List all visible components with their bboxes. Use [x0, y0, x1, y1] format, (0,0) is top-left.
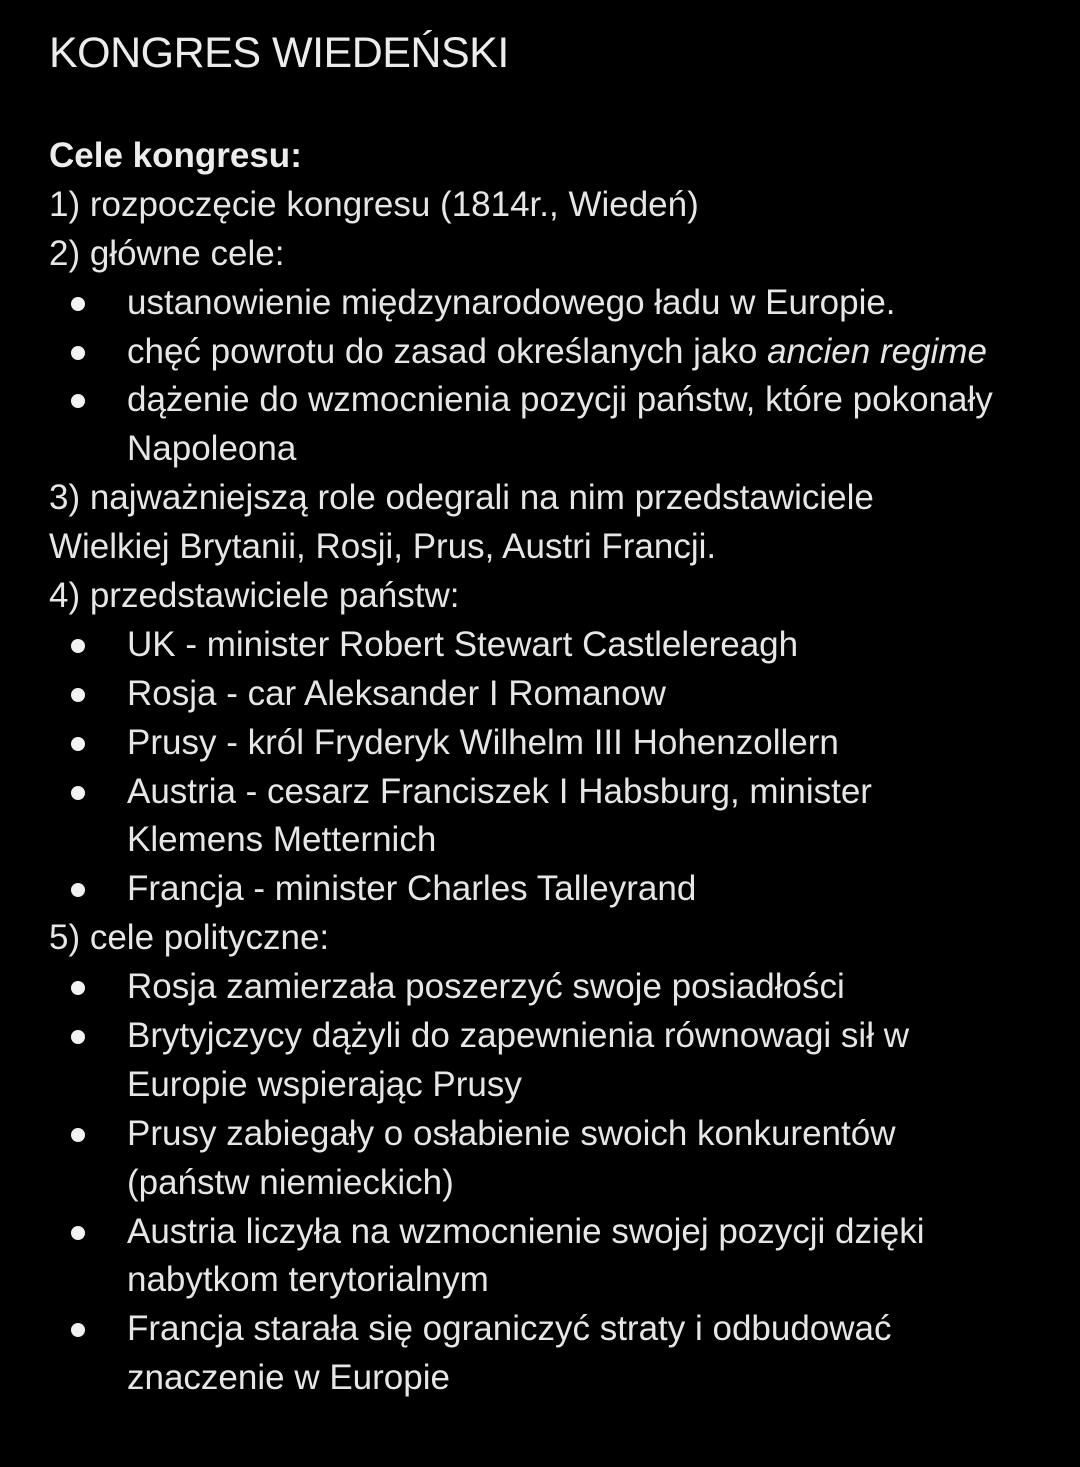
list-item-text-line-1: Austria - cesarz Franciszek I Habsburg, minister	[127, 771, 872, 811]
list-item-text-italic: ancien regime	[767, 331, 987, 371]
list-item	[49, 963, 1030, 1012]
list-item-text-line-2: Europie wspierając Prusy	[127, 1064, 522, 1104]
list-item	[49, 1208, 1030, 1306]
list-item-text-line-2: (państw niemieckich)	[127, 1162, 454, 1202]
bullet-icon	[49, 279, 127, 328]
page-title: KONGRES WIEDEŃSKI	[49, 29, 509, 77]
bullet-icon	[49, 1110, 127, 1159]
list-item	[49, 719, 1030, 768]
list-item	[49, 1305, 1030, 1403]
bullet-icon	[49, 963, 127, 1012]
list-item-text: Francja - minister Charles Talleyrand	[127, 869, 697, 909]
list-item-text-line-1: dążenie do wzmocnienia pozycji państw, które pokonały	[127, 380, 993, 420]
list-item-text: Rosja - car Aleksander I Romanow	[127, 673, 666, 713]
spacer	[49, 82, 1030, 132]
bullet-icon	[49, 328, 127, 377]
list-item-text-line-1: Austria liczyła na wzmocnienie swojej pozycji dzięki	[127, 1211, 925, 1251]
item-4: 4) przedstawiciele państw:	[49, 576, 460, 616]
list-item-text: ustanowienie międzynarodowego ładu w Europie.	[127, 282, 896, 322]
item-5: 5) cele polityczne:	[49, 918, 330, 958]
list-item-text-line-1: Brytyjczycy dążyli do zapewnienia równowagi sił w	[127, 1016, 909, 1056]
list-item-text: Prusy - król Fryderyk Wilhelm III Hohenzollern	[127, 722, 839, 762]
bullet-icon	[49, 670, 127, 719]
list-item	[49, 328, 1030, 377]
bullet-icon	[49, 865, 127, 914]
list-item-text-line-1: Francja starała się ograniczyć straty i odbudować	[127, 1309, 892, 1349]
list-item	[49, 768, 1030, 866]
list-item	[49, 1012, 1030, 1110]
list-item-text: UK - minister Robert Stewart Castlelereagh	[127, 624, 799, 664]
list-item-text-prefix: chęć powrotu do zasad określanych jako	[127, 331, 768, 371]
section-heading: Cele kongresu:	[49, 136, 302, 175]
item-1: 1) rozpoczęcie kongresu (1814r., Wiedeń)	[49, 184, 699, 224]
list-item	[49, 621, 1030, 670]
list-item-text-line-2: nabytkom terytorialnym	[127, 1260, 489, 1300]
list-item	[49, 670, 1030, 719]
list-item-text: Rosja zamierzała poszerzyć swoje posiadłości	[127, 967, 845, 1007]
bullet-icon	[49, 1305, 127, 1354]
bullet-icon	[49, 621, 127, 670]
list-item	[49, 1110, 1030, 1208]
bullet-icon	[49, 719, 127, 768]
item-3-line-1: 3) najważniejszą role odegrali na nim przedstawiciele	[49, 478, 874, 518]
list-item-text-line-2: znaczenie w Europie	[127, 1358, 450, 1398]
list-item-text-line-2: Klemens Metternich	[127, 820, 437, 860]
list-item	[49, 865, 1030, 914]
list-item	[49, 376, 1030, 474]
bullet-icon	[49, 376, 127, 425]
bullet-icon	[49, 1208, 127, 1257]
bullet-icon	[49, 768, 127, 817]
list-item-text-line-1: Prusy zabiegały o osłabienie swoich konkurentów	[127, 1113, 896, 1153]
list-item-text-line-2: Napoleona	[127, 429, 297, 469]
item-2: 2) główne cele:	[49, 233, 285, 273]
list-item	[49, 279, 1030, 328]
bullet-icon	[49, 1012, 127, 1061]
list-item-text	[127, 328, 1030, 377]
item-3-line-2: Wielkiej Brytanii, Rosji, Prus, Austri Francji.	[49, 527, 717, 567]
